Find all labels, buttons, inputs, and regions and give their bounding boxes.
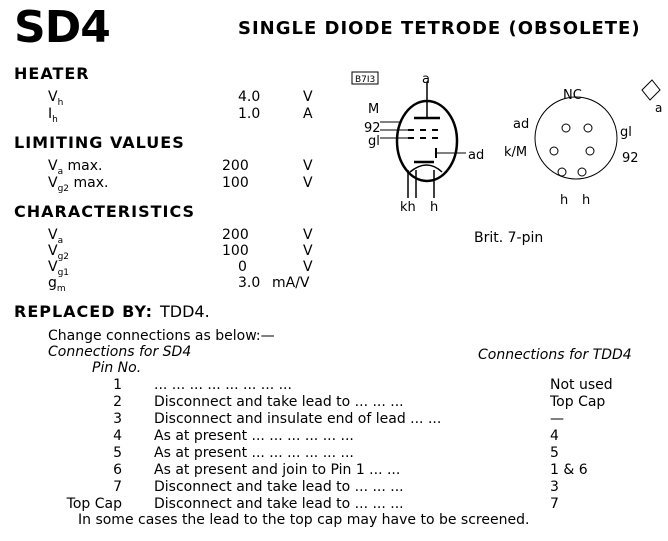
replaced-value: TDD4.: [160, 302, 210, 321]
pin-header: Pin No.: [92, 360, 142, 376]
svg-text:ad: ad: [468, 148, 485, 163]
connection-pin: Top Cap: [66, 496, 122, 512]
connections-left-header: Connections for SD4: [48, 344, 192, 360]
connection-pin: 4: [113, 428, 122, 444]
char-row-vg2: $V_{g2}$ 100 V: [48, 243, 313, 262]
svg-text:h: h: [582, 193, 591, 208]
heater-row-ih: $I_h$ 1.0 A: [48, 106, 313, 125]
page-title: SINGLE DIODE TETRODE (OBSOLETE): [238, 18, 641, 39]
svg-text:h: h: [560, 193, 569, 208]
svg-text:a: a: [422, 72, 430, 87]
connection-result: Top Cap: [550, 394, 606, 410]
svg-text:ad: ad: [513, 117, 530, 132]
svg-text:kh: kh: [400, 200, 416, 215]
connection-action: Disconnect and take lead to ... ... ...: [154, 479, 404, 495]
characteristics-heading: CHARACTERISTICS: [14, 202, 196, 221]
connection-result: 4: [550, 428, 559, 444]
connection-action: Disconnect and insulate end of lead ... ...: [154, 411, 442, 427]
connection-pin: 7: [113, 479, 122, 495]
heater-row-vh: $V_h$ 4.0 V: [48, 89, 313, 108]
connection-action: ... ... ... ... ... ... ... ...: [154, 377, 292, 393]
svg-text:gl: gl: [368, 134, 380, 149]
base-name: Brit. 7-pin: [474, 230, 544, 246]
connection-pin: 2: [113, 394, 122, 410]
connections-intro: Change connections as below:—: [48, 328, 275, 344]
connection-action: Disconnect and take lead to ... ... ...: [154, 394, 404, 410]
connection-pin: 6: [113, 462, 122, 478]
ref-code: B7I3: [355, 75, 376, 85]
char-row-va: $V_a$ 200 V: [48, 227, 313, 246]
svg-text:a: a: [655, 101, 663, 115]
connections-right-header: Connections for TDD4: [478, 347, 632, 363]
base-pin-diagram: [500, 78, 668, 213]
limiting-heading: LIMITING VALUES: [14, 133, 185, 152]
connection-pin: 3: [113, 411, 122, 427]
svg-text:gl: gl: [620, 125, 632, 140]
connection-result: 7: [550, 496, 559, 512]
footnote: In some cases the lead to the top cap may have to be screened.: [78, 512, 530, 528]
connection-result: 1 & 6: [550, 462, 588, 478]
svg-text:NC: NC: [563, 88, 582, 103]
valve-type: SD4: [14, 2, 110, 53]
connection-action: As at present ... ... ... ... ... ...: [154, 428, 354, 444]
connection-pin: 5: [113, 445, 122, 461]
connection-result: 3: [550, 479, 559, 495]
limiting-row-vg2: $V_{g2}$ max. 100 V: [48, 175, 313, 194]
connection-result: —: [550, 411, 564, 427]
heater-heading: HEATER: [14, 64, 90, 83]
char-row-gm: $g_m$ 3.0 mA/V: [48, 275, 310, 294]
connection-action: As at present and join to Pin 1 ... ...: [154, 462, 401, 478]
connection-result: 5: [550, 445, 559, 461]
svg-text:92: 92: [622, 151, 639, 166]
connection-pin: 1: [113, 377, 122, 393]
svg-text:92: 92: [364, 121, 381, 136]
char-row-vg1: $V_{g1}$ 0 V: [48, 259, 313, 278]
limiting-row-va: $V_a$ max. 200 V: [48, 158, 313, 177]
valve-symbol-diagram: [330, 66, 510, 226]
connection-action: Disconnect and take lead to ... ... ...: [154, 496, 404, 512]
replaced-heading: REPLACED BY:: [14, 302, 153, 321]
svg-text:k/M: k/M: [504, 145, 528, 160]
connection-result: Not used: [550, 377, 613, 393]
connection-action: As at present ... ... ... ... ... ...: [154, 445, 354, 461]
svg-text:M: M: [368, 102, 380, 117]
svg-text:h: h: [430, 200, 439, 215]
